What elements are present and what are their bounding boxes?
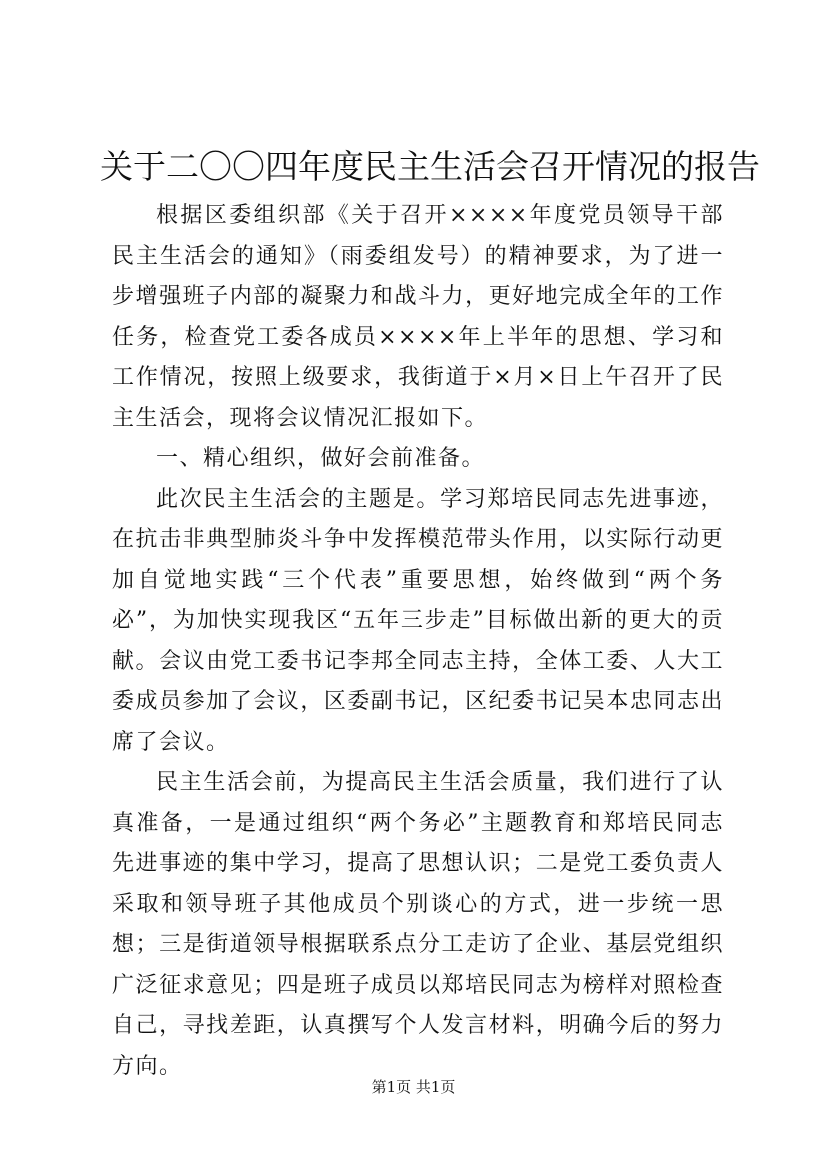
document-title: 关于二〇〇四年度民主生活会召开情况的报告 bbox=[100, 147, 760, 186]
paragraph-theme: 此次民主生活会的主题是。学习郑培民同志先进事迹，在抗击非典型肺炎斗争中发挥模范带头作用，以实际行动更加自觉地实践“三个代表”重要思想，始终做到“两个务必”，为加快实现我区“五年三步走”目标做出新的更大的贡献。会议由党工委书记李邦全同志主持，全体工委、人大工委成员参加了会议，区委副书记，区纪委书记吴本忠同志出席了会议。 bbox=[112, 486, 724, 755]
document-body bbox=[112, 196, 724, 1087]
paragraph-preparation: 民主生活会前，为提高民主生活会质量，我们进行了认真准备，一是通过组织“两个务必”主题教育和郑培民同志先进事迹的集中学习，提高了思想认识；二是党工委负责人采取和领导班子其他成员个别谈心的方式，进一步统一思想；三是街道领导根据联系点分工走访了企业、基层党组织广泛征求意见；四是班子成员以郑培民同志为榜样对照检查自己，寻找差距，认真撰写个人发言材料，明确今后的努力方向。 bbox=[112, 770, 724, 1079]
section-heading: 一、精心组织，做好会前准备。 bbox=[156, 446, 486, 471]
page-footer: 第1页 共1页 bbox=[371, 1078, 456, 1096]
paragraph-intro: 根据区委组织部《关于召开××××年度党员领导干部民主生活会的通知》（雨委组发号）的精神要求，为了进一步增强班子内部的凝聚力和战斗力，更好地完成全年的工作任务，检查党工委各成员××××年上半年的思想、学习和工作情况，按照上级要求，我街道于×月×日上午召开了民主生活会，现将会议情况汇报如下。 bbox=[112, 203, 724, 431]
